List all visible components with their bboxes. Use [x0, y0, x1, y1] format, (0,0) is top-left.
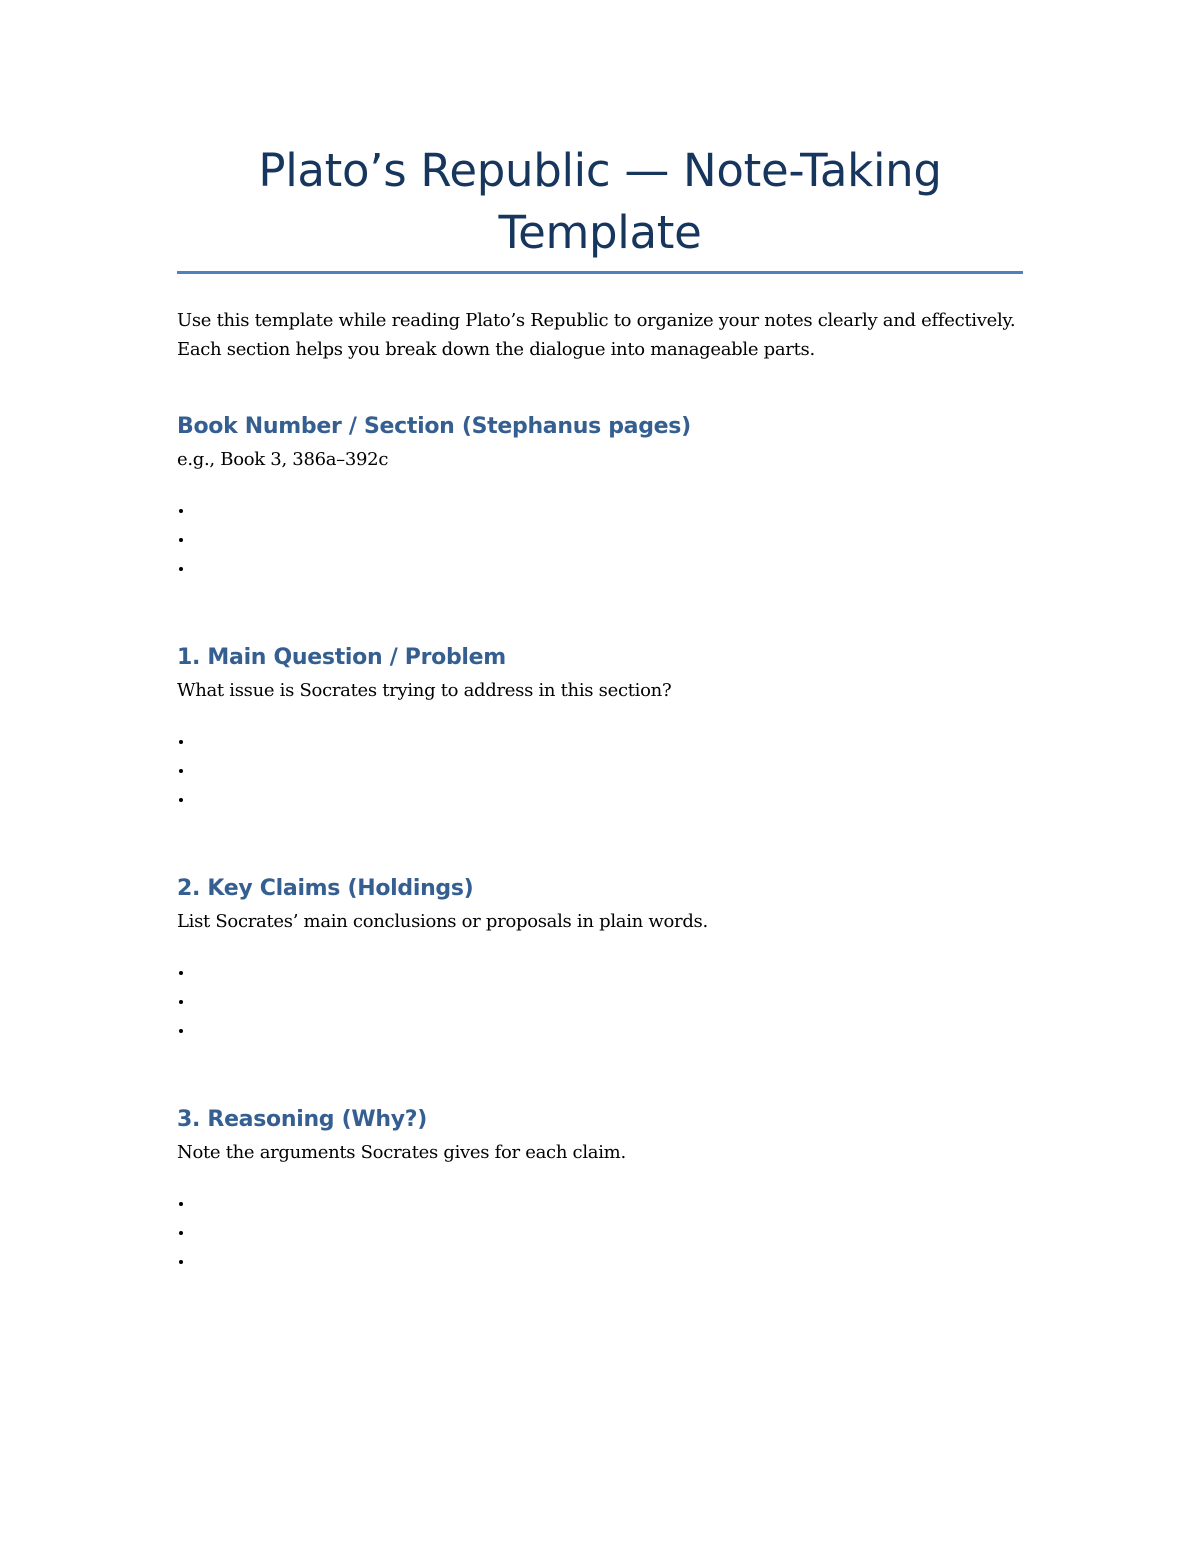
- bullet-icon: [179, 1029, 183, 1033]
- bullet-icon: [179, 769, 183, 773]
- list-item[interactable]: [177, 1191, 1023, 1220]
- list-item[interactable]: [177, 527, 1023, 556]
- section-key-claims: [177, 874, 1023, 1047]
- list-item[interactable]: [177, 960, 1023, 989]
- section-reasoning: [177, 1105, 1023, 1278]
- bullet-icon: [179, 740, 183, 744]
- list-item[interactable]: [177, 989, 1023, 1018]
- bullet-icon: [179, 1260, 183, 1264]
- bullet-list: [177, 729, 1023, 816]
- title-divider: [177, 271, 1023, 274]
- bullet-icon: [179, 798, 183, 802]
- section-heading: Book Number / Section (Stephanus pages): [177, 414, 691, 439]
- bullet-list: [177, 1191, 1023, 1278]
- section-prompt: List Socrates’ main conclusions or proposals in plain words.: [177, 911, 708, 932]
- bullet-icon: [179, 567, 183, 571]
- list-item[interactable]: [177, 1220, 1023, 1249]
- list-item[interactable]: [177, 1018, 1023, 1047]
- section-heading: 3. Reasoning (Why?): [177, 1107, 427, 1132]
- section-prompt: What issue is Socrates trying to address in this section?: [177, 680, 672, 701]
- section-prompt: Note the arguments Socrates gives for each claim.: [177, 1142, 626, 1163]
- bullet-icon: [179, 509, 183, 513]
- document-page: [177, 0, 1023, 1553]
- bullet-icon: [179, 971, 183, 975]
- bullet-icon: [179, 1231, 183, 1235]
- list-item[interactable]: [177, 1249, 1023, 1278]
- document-title: Plato’s Republic — Note-Taking Template: [258, 144, 942, 259]
- section-book-number: [177, 412, 1023, 585]
- list-item[interactable]: [177, 729, 1023, 758]
- section-prompt: e.g., Book 3, 386a–392c: [177, 449, 389, 470]
- bullet-list: [177, 960, 1023, 1047]
- section-heading: 1. Main Question / Problem: [177, 645, 506, 670]
- list-item[interactable]: [177, 498, 1023, 527]
- intro-paragraph: Use this template while reading Plato’s Republic to organize your notes clearly and effectively. Each section helps you break down the dialogue into manageable parts.: [177, 310, 1016, 360]
- bullet-list: [177, 498, 1023, 585]
- section-heading: 2. Key Claims (Holdings): [177, 876, 474, 901]
- section-main-question: [177, 643, 1023, 816]
- list-item[interactable]: [177, 787, 1023, 816]
- list-item[interactable]: [177, 758, 1023, 787]
- bullet-icon: [179, 1000, 183, 1004]
- bullet-icon: [179, 538, 183, 542]
- list-item[interactable]: [177, 556, 1023, 585]
- bullet-icon: [179, 1202, 183, 1206]
